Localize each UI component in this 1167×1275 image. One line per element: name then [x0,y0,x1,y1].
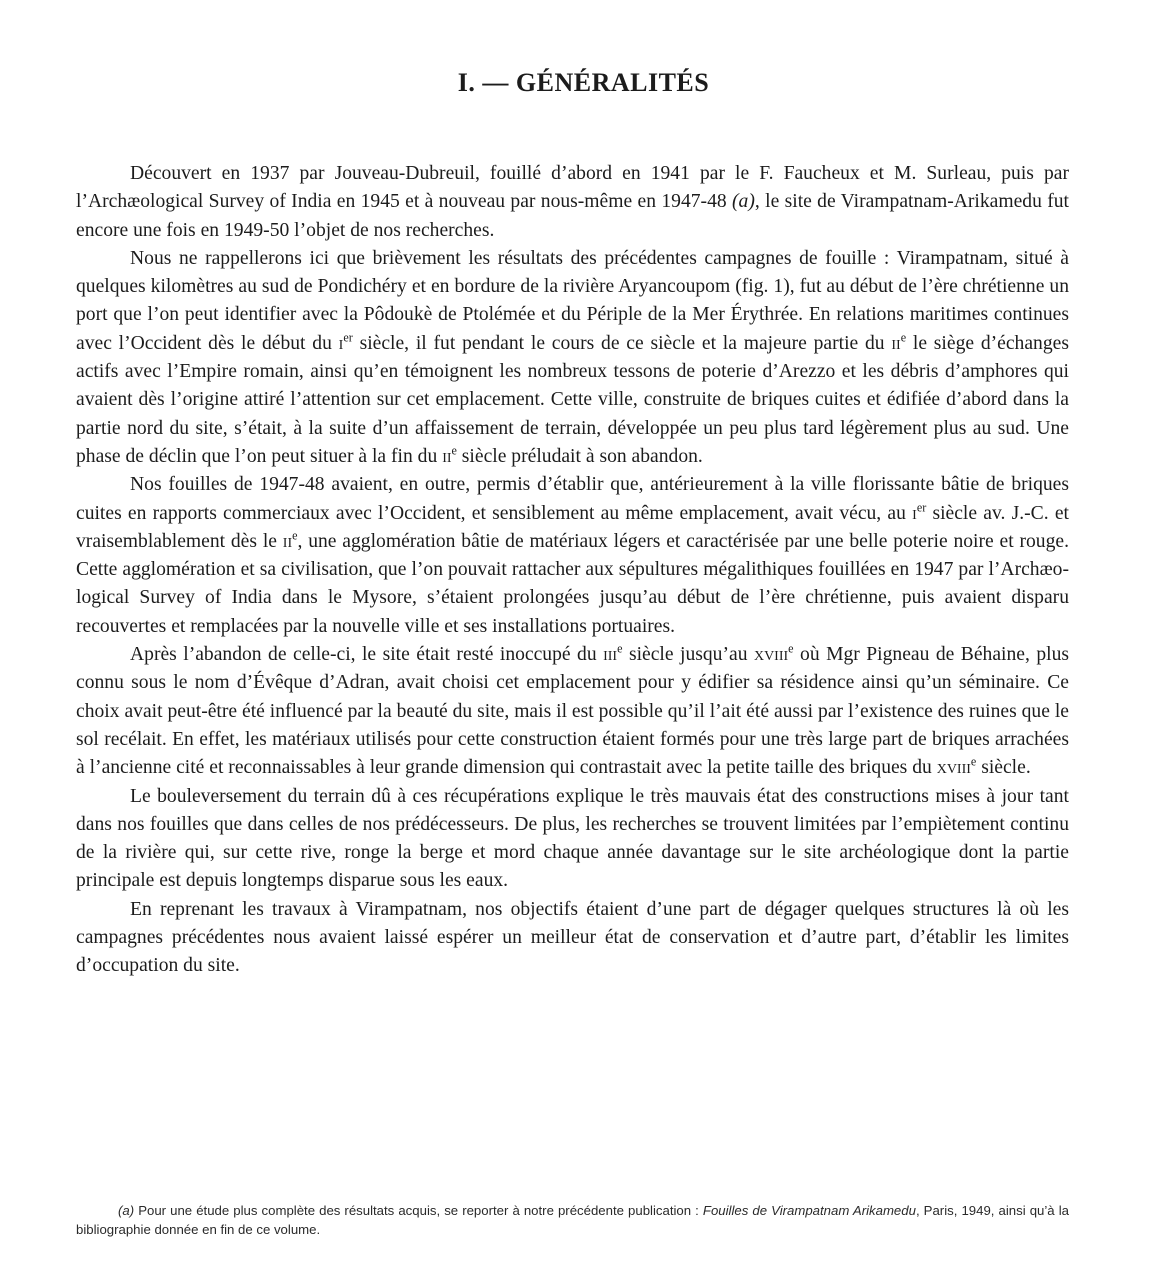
paragraph-1 [76,160,1069,245]
footnote-body: , Paris, 1949, ainsi qu’à la bibliographie donnée en fin de ce volume. [76,1203,1069,1237]
ordinal-suffix: e [900,330,907,345]
century-numeral: ii [282,530,293,552]
paragraph-3 [76,471,1069,641]
century-numeral: xviii [936,757,971,779]
paragraph-text: siècle préludait à son abandon. [456,445,703,467]
footnote [76,1201,1069,1239]
paragraph-text: Nos fouilles de 1947-48 avaient, en outre, permis d’établir que, antérieurement à la ville florissante bâtie de briques cuites en rapports commerciaux avec l’Occident, et sensiblement au même emplacement, avait vécu, au [76,474,1069,524]
paragraph-text: le siège d’échanges actifs avec l’Empire romain, ainsi qu’en témoignent les nombreux tessons de poterie d’Arezzo et les débris d’amphores qui avaient dès l’origine attiré l’attention sur cet emplacement. Cette ville, construite de briques cuites et édifiée d’abord dans la partie nord du site, s’était, à la suite d’un affaissement de terrain, développée un peu plus tard légèrement plus au sud. Une phase de déclin que l’on peut situer à la fin du [76,332,1069,467]
paragraph-6: En reprenant les travaux à Virampatnam, nos objectifs étaient d’une part de dégager quelques structures là où les campagnes précédentes nous avaient laissé espérer un meilleur état de conservation et d’autre part, d’établir les limites d’occupation du site. [76,898,1069,977]
ordinal-suffix: er [343,330,353,345]
footnote-reference-title: Fouilles de Virampatnam Arikamedu [702,1203,916,1218]
ordinal-suffix: e [970,754,977,769]
century-numeral: i [912,502,917,524]
century-numeral: i [338,332,344,354]
page-title: I. — GÉNÉRALITÉS [457,68,710,97]
paragraph-text: Après l’abandon de celle-ci, le site était resté inoccupé du [130,644,604,666]
paragraph-text: siècle, il fut pendant le cours de ce siècle et la majeure partie du [352,332,892,354]
paragraph-2 [76,245,1069,471]
paragraph-text: siècle av. J.-C. et vraisemblablement dès le [76,502,1069,552]
paragraph-text: où Mgr Pigneau de Béhaine, plus connu sous le nom d’Évêque d’Adran, avait choisi cet emplacement pour y édifier sa résidence ainsi qu’un séminaire. Ce choix avait peut-être été influencé par la beauté du site, mais il est possible qu’il l’ait été aussi par l’existence des ruines que le sol recélait. En effet, les matériaux utilisés pour cette construction étaient formés pour une très large part de briques arrachées à l’ancienne cité et reconnaissables à leur grande dimension qui contrastait avec la petite taille des briques du [76,644,1070,779]
century-numeral: ii [442,445,452,467]
ordinal-suffix: e [617,641,623,656]
paragraph-text: siècle. [976,757,1031,779]
century-numeral: ii [891,332,901,354]
footnote-body: Pour une étude plus complète des résultats acquis, se reporter à notre précédente publication : [134,1203,703,1218]
ordinal-suffix: er [916,500,927,515]
paragraph-text: , une agglomération bâtie de matériaux légers et caractérisée par une belle poterie noire et rouge. Cette agglomération et sa civilisation, que l’on pouvait rattacher aux sépultures mégalithiques fouillées en 1947 par l’Archæo-logical Survey of India dans le Mysore, s’étaient prolongées jusqu’au début de l’ère chrétienne, puis avaient disparu recouvertes et remplacées par la nouvelle ville et ses installations portuaires. [76,530,1069,637]
paragraph-text: Découvert en 1937 par Jouveau-Dubreuil, fouillé d’abord en 1941 par le F. Faucheux et M. Surleau, puis par l’Archæological Survey of India en 1945 et à nouveau par nous-même en 1947-48 [76,163,1069,213]
paragraph-text: siècle jusqu’au [622,644,754,666]
paragraph-text: Nous ne rappellerons ici que brièvement les résultats des précédentes campagnes de fouille : Virampatnam, situé à quelques kilomètres au sud de Pondichéry et en bordure de la rivière Aryancoupom (fig. 1), fut au début de l’ère chrétienne un port que l’on peut identifier avec la Pôdoukè de Ptolémée et du Périple de la Mer Érythrée. En relations maritimes continues avec l’Occident dès le début du [76,247,1069,354]
paragraph-5: Le bouleversement du terrain dû à ces récupérations explique le très mauvais état des constructions mises à jour tant dans nos fouilles que dans celles de nos prédécesseurs. De plus, les recherches se trouvent limitées par l’empiètement continu de la rivière qui, sur cette rive, ronge la berge et mord chaque année davantage sur le site archéologique dont la partie principale est depuis longtemps disparue sous les eaux. [76,785,1069,892]
ordinal-suffix: e [292,528,298,543]
century-numeral: iii [603,644,618,666]
ordinal-suffix: e [451,443,457,458]
footnote-mark: (a) [118,1203,135,1218]
paragraph-4 [76,641,1069,782]
paragraph-text: , le site de Virampatnam-Arikamedu fut encore une fois en 1949-50 l’objet de nos recherches. [76,191,1069,241]
body-text [76,160,1069,981]
footnote-text [76,1201,1069,1239]
ordinal-suffix: e [788,641,794,656]
century-numeral: xviii [753,644,789,666]
footnote-reference: (a) [732,191,755,213]
